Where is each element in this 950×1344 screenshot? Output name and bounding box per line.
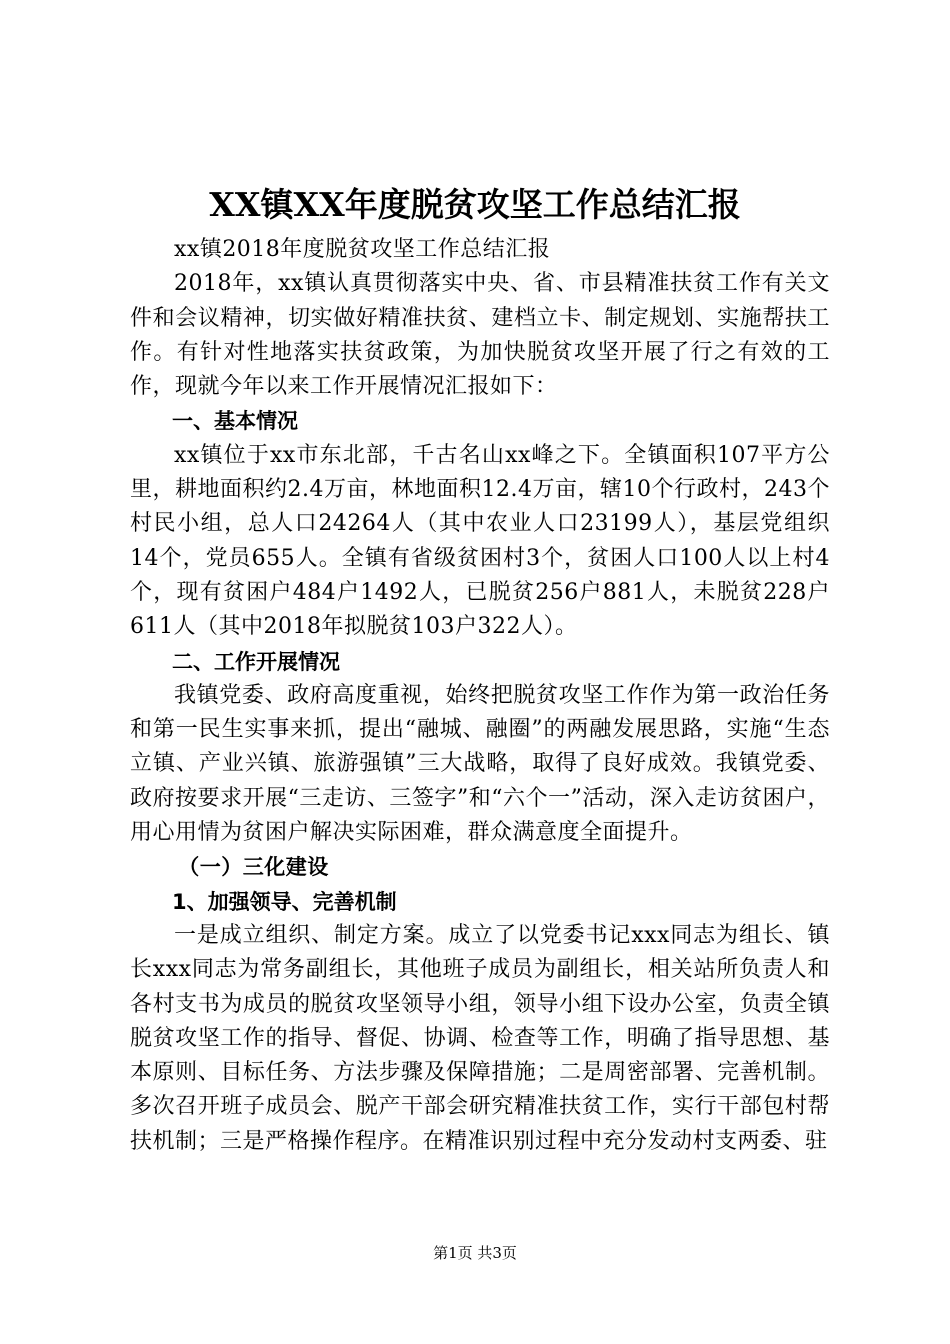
subsection-heading-leadership: 1、加强领导、完善机制: [172, 889, 397, 914]
paragraph-leadership: 一是成立组织、制定方案。成立了以党委书记xxx同志为组长、镇长xxx同志为常务副组长，其他班子成员为副组长，相关站所负责人和各村支书为成员的脱贫攻坚领导小组，领导小组下设办公室，负责全镇脱贫攻坚工作的指导、督促、协调、检查等工作，明确了指导思想、基本原则、目标任务、方法步骤及保障措施；二是周密部署、完善机制。多次召开班子成员会、脱产干部会研究精准扶贫工作，实行干部包村帮扶机制；三是严格操作程序。在精准识别过程中充分发动村支两委、驻: [130, 922, 830, 1154]
document-title: XX镇XX年度脱贫攻坚工作总结汇报: [209, 185, 741, 224]
paragraph-basic-info: xx镇位于xx市东北部，千古名山xx峰之下。全镇面积107平方公里，耕地面积约2.4万亩，林地面积12.4万亩，辖10个行政村，243个村民小组，总人口24264人（其中农业人口23199人），基层党组织14个，党员655人。全镇有省级贫困村3个，贫困人口100人以上村4个，现有贫困户484户1492人，已脱贫256户881人，未脱贫228户611人（其中2018年拟脱贫103户322人）。: [130, 442, 830, 640]
paragraph-intro: 2018年，xx镇认真贯彻落实中央、省、市县精准扶贫工作有关文件和会议精神，切实做好精准扶贫、建档立卡、制定规划、实施帮扶工作。有针对性地落实扶贫政策，为加快脱贫攻坚开展了行之有效的工作，现就今年以来工作开展情况汇报如下：: [130, 271, 830, 400]
section-heading-work: 二、工作开展情况: [172, 649, 340, 674]
document-body: [130, 233, 830, 1159]
paragraph-work: 我镇党委、政府高度重视，始终把脱贫攻坚工作作为第一政治任务和第一民生实事来抓，提出“融城、融圈”的两融发展思路，实施“生态立镇、产业兴镇、旅游强镇”三大战略，取得了良好成效。我镇党委、政府按要求开展“三走访、三签字”和“六个一”活动，深入走访贫困户，用心用情为贫困户解决实际困难，群众满意度全面提升。: [130, 682, 830, 846]
paragraph-subtitle: xx镇2018年度脱贫攻坚工作总结汇报: [174, 237, 551, 262]
page-number-footer: 第1页 共3页: [433, 1244, 517, 1262]
subsection-heading-sanhua: （一）三化建设: [178, 855, 329, 880]
section-heading-basic: 一、基本情况: [172, 409, 298, 434]
